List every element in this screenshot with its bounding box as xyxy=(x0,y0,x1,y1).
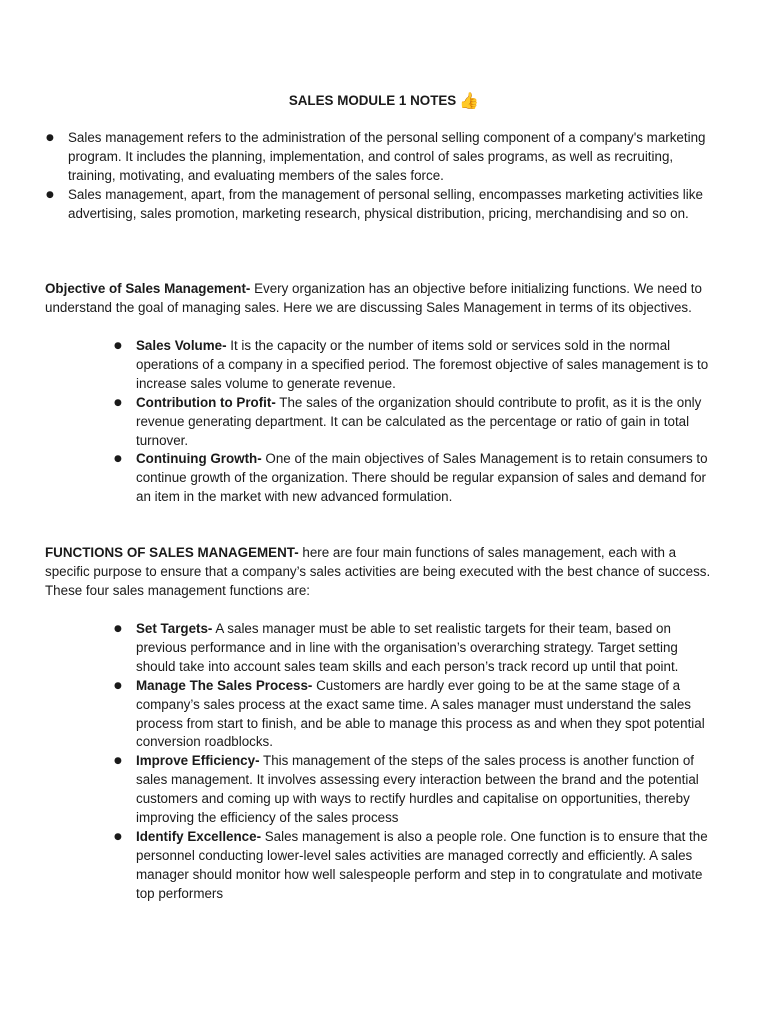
list-item xyxy=(114,620,721,677)
bullet-icon: ● xyxy=(114,756,122,767)
list-item xyxy=(114,450,721,507)
list-item-term: Continuing Growth- xyxy=(136,451,262,467)
functions-text: here are four main functions of sales management, each with a specific purpose to ensure that a company’s sales activities are being executed with the best chance of success. These four sales management functions are: xyxy=(45,545,711,598)
functions-paragraph xyxy=(45,544,720,601)
bullet-icon: ● xyxy=(114,397,122,408)
list-item-text: Sales management is also a people role. One function is to ensure that the personnel conducting lower-level sales activities are managed correctly and efficiently. A sales manager should monitor how well salespeople perform and step in to congratulate and motivate top performers xyxy=(136,828,708,901)
list-item-text: This management of the steps of the sales process is another function of sales management. It involves assessing every interaction between the brand and the potential customers and coming up with ways to rectify hurdles and capitalise on opportunities, thereby improving the efficiency of the sales process xyxy=(136,753,699,826)
list-item-text: Sales management refers to the administration of the personal selling component of a company's marketing program. It includes the planning, implementation, and control of sales programs, as well as recruiting, training, motivating, and evaluating members of the sales force. xyxy=(68,130,706,183)
functions-heading: FUNCTIONS OF SALES MANAGEMENT- xyxy=(45,545,299,560)
bullet-icon: ● xyxy=(46,189,54,200)
list-item xyxy=(46,129,718,186)
list-item xyxy=(114,677,721,753)
bullet-icon: ● xyxy=(114,831,122,842)
list-item-term: Sales Volume- xyxy=(136,338,227,353)
bullet-icon: ● xyxy=(114,624,122,634)
list-item-text: It is the capacity or the number of items sold or services sold in the normal operations of a company in a specified period. The foremost objective of sales management is to increase sales volume to generate revenue. xyxy=(136,338,709,391)
list-item-text: Customers are hardly ever going to be at the same stage of a company’s sales process at the exact same time. A sales manager must understand the sales process from start to finish, and be able to manage this process as and when they spot potential conversion roadblocks. xyxy=(136,677,705,750)
list-item-term: Contribution to Profit- xyxy=(136,394,276,410)
thumbs-up-icon: 👍 xyxy=(459,91,480,110)
list-item-text: A sales manager must be able to set realistic targets for their team, based on previous performance and in line with the organisation’s overarching strategy. Target setting should take into account sales team skills and each person’s track record up until that point. xyxy=(136,621,679,674)
objective-bullet-list xyxy=(114,337,721,507)
objective-heading: Objective of Sales Management- xyxy=(45,281,251,296)
list-item-term: Manage The Sales Process- xyxy=(136,677,313,693)
objective-paragraph xyxy=(45,280,720,318)
list-item xyxy=(114,337,721,394)
bullet-icon: ● xyxy=(114,341,122,351)
list-item-term: Improve Efficiency- xyxy=(136,753,260,769)
functions-bullet-list xyxy=(114,620,721,904)
list-item xyxy=(46,186,718,224)
title-text: SALES MODULE 1 NOTES xyxy=(288,93,457,108)
document-title xyxy=(0,91,768,111)
bullet-icon: ● xyxy=(114,454,122,465)
list-item-term: Identify Excellence- xyxy=(136,828,262,844)
objective-text: Every organization has an objective before initializing functions. We need to understand the goal of managing sales. Here we are discussing Sales Management in terms of its objectives. xyxy=(45,281,702,315)
intro-bullet-list xyxy=(46,129,718,224)
list-item xyxy=(114,828,721,904)
list-item-text: One of the main objectives of Sales Management is to retain consumers to continue growth of the organization. There should be regular expansion of sales and demand for an item in the market with new advanced formulation. xyxy=(136,451,708,505)
list-item xyxy=(114,394,721,451)
list-item-text: The sales of the organization should contribute to profit, as it is the only revenue generating department. It can be calculated as the percentage or ratio of gain in total turnover. xyxy=(136,394,702,448)
list-item-text: Sales management, apart, from the management of personal selling, encompasses marketing activities like advertising, sales promotion, marketing research, physical distribution, pricing, merchandising and so on. xyxy=(68,186,703,221)
list-item xyxy=(114,752,721,828)
bullet-icon: ● xyxy=(46,133,54,143)
list-item-term: Set Targets- xyxy=(136,621,213,636)
bullet-icon: ● xyxy=(114,680,122,691)
